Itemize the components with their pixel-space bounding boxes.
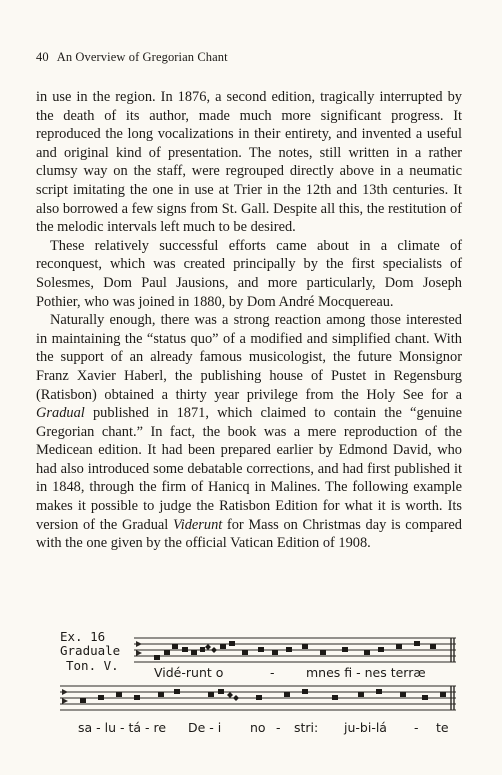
running-head [36,50,228,65]
paragraph-3-part-a: Naturally enough, there was a strong reaction among those interested in maintaining the “status quo” of a modified and simplified chant. With the support of an already famous musicologist, the future Monsignor Franz Xavier Haberl, the publishing house of Pustet in Regensburg (Ratisbon) obtained a thirty year privilege from the Holy See for a [36,312,462,403]
lyric-line2-h: te [436,720,449,735]
paragraph-1: in use in the region. In 1876, a second edition, tragically interrupted by the death of its author, made much more significant progress. It reproduced the long vocalizations in their entirety, and invented a useful and original kind of presentation. The notes, still written in a rather clumsy way on the staff, were regrouped directly above in a neumatic script imitating the one in use at Trier in the 12th and 13th centuries. It also borrowed a few signs from St. Gall. Despite all this, the restitution of the melodic intervals left much to be desired. [36,89,462,236]
music-example [58,628,460,748]
neumes-line-2 [80,689,446,703]
lyric-line1-a: Vidé-runt o [154,665,224,680]
paragraph-3 [36,311,462,553]
gradual-italic: Gradual [36,405,85,422]
lyric-line2-g: - [414,720,419,735]
lyric-line2-a: sa - lu - tá - re [78,720,167,735]
lyric-line2-b: De - i [188,720,222,735]
paragraph-3-part-b: published in 1871, which claimed to contain the “genuine Gregorian chant.” In fact, the book was a mere reproduction of the Medicean edition. It had been prepared earlier by Edmond David, who had also introduced some debatable corrections, and had first published it in 1848, through the firm of Hanicq in Malines. The following example makes it possible to judge the Ratisbon Edition for what it is worth. Its version of the Gradual [36,405,462,533]
example-mode: Ton. V. [66,658,119,673]
running-head-title: An Overview of Gregorian Chant [56,50,228,64]
paragraph-2: These relatively successful efforts came about in a climate of reconquest, which was created principally by the first specialists of Solesmes, Dom Paul Jausions, and more particularly, Dom Joseph Pothier, who was joined in 1880, by Dom André Mocquereau. [36,237,462,310]
lyric-line2-e: stri: [294,720,319,735]
lyric-line1-c: mnes fi - nes terræ [306,665,426,680]
lyric-line2-d: - [276,720,281,735]
viderunt-italic: Viderunt [172,516,223,533]
lyric-line2-f: ju-bi-lá [344,720,387,735]
lyric-line1-b: - [270,665,275,680]
example-source: Graduale [60,643,121,658]
body-text [36,88,462,553]
paragraph-3-part-c: for Mass on Christmas day is compared with the one given by the official Vatican Edition of 1908. [36,516,462,552]
page-number: 40 [36,50,49,64]
lyric-line2-c: no [250,720,266,735]
example-label: Ex. 16 [60,629,106,644]
